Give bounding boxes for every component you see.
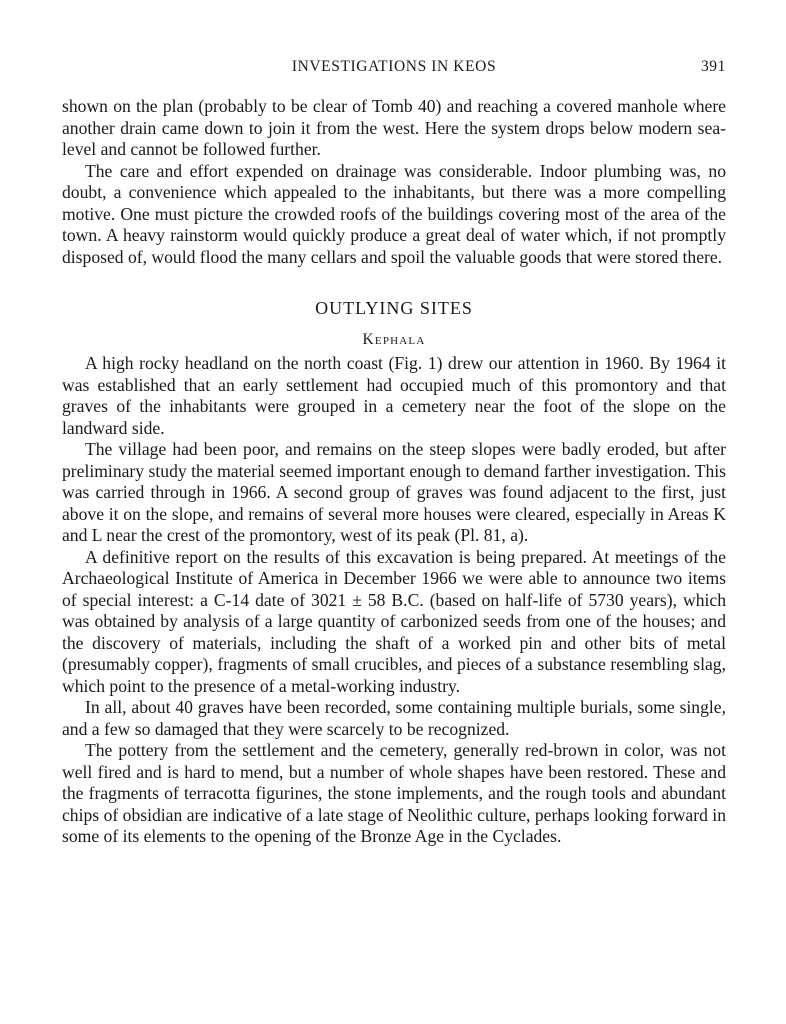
- running-title: INVESTIGATIONS IN KEOS: [291, 58, 497, 75]
- page-number: 391: [700, 58, 726, 75]
- paragraph-village: The village had been poor, and remains on the steep slopes were badly eroded, but after preliminary study the material seemed important enough to demand farther investigation. This was carried through in 1966. A second group of graves was found adjacent to the first, just above it on the slope, and remains of several more houses were cleared, especially in Areas K and L near the crest of the promontory, west of its peak (Pl. 81, a).: [62, 439, 726, 545]
- paragraph-headland: A high rocky headland on the north coast (Fig. 1) drew our attention in 1960. By 1964 it was established that an early settlement had occupied much of this promontory and that graves of the inhabitants were grouped in a cemetery near the foot of the slope on the landward side.: [62, 353, 726, 438]
- paragraph-report: A definitive report on the results of this excavation is being prepared. At meetings of the Archaeological Institute of America in December 1966 we were able to announce two items of special interest: a C-14 date of 3021 ± 58 B.C. (based on half-life of 5730 years), which was obtained by analysis of a large quantity of carbonized seeds from one of the houses; and the discovery of materials, including the shaft of a worked pin and other bits of metal (presumably copper), fragments of small crucibles, and pieces of a substance resembling slag, which point to the presence of a metal-working industry.: [62, 546, 726, 696]
- paragraph-graves: In all, about 40 graves have been recorded, some containing multiple burials, some single, and a few so damaged that they were scarcely to be recognized.: [62, 697, 726, 739]
- book-page: [62, 58, 726, 848]
- paragraph-pottery: The pottery from the settlement and the cemetery, generally red-brown in color, was not well fired and is hard to mend, but a number of whole shapes have been restored. These and the fragments of terracotta figurines, the stone implements, and the rough tools and abundant chips of obsidian are indicative of a late stage of Neolithic culture, perhaps looking forward in some of its elements to the opening of the Bronze Age in the Cyclades.: [62, 740, 726, 846]
- paragraph-drainage: The care and effort expended on drainage was considerable. Indoor plumbing was, no doubt, a convenience which appealed to the inhabitants, but there was a more compelling motive. One must picture the crowded roofs of the buildings covering most of the area of the town. A heavy rainstorm would quickly produce a great deal of water which, if not promptly disposed of, would flood the many cellars and spoil the valuable goods that were stored there.: [62, 160, 726, 267]
- subsection-heading: Kephala: [362, 331, 426, 348]
- running-head: [62, 58, 726, 82]
- section-heading: OUTLYING SITES: [315, 298, 473, 318]
- paragraph-continued: shown on the plan (probably to be clear of Tomb 40) and reaching a covered manhole where another drain came down to join it from the west. Here the system drops below modern sea-level and cannot be followed further.: [62, 96, 726, 159]
- body-text: [62, 96, 726, 848]
